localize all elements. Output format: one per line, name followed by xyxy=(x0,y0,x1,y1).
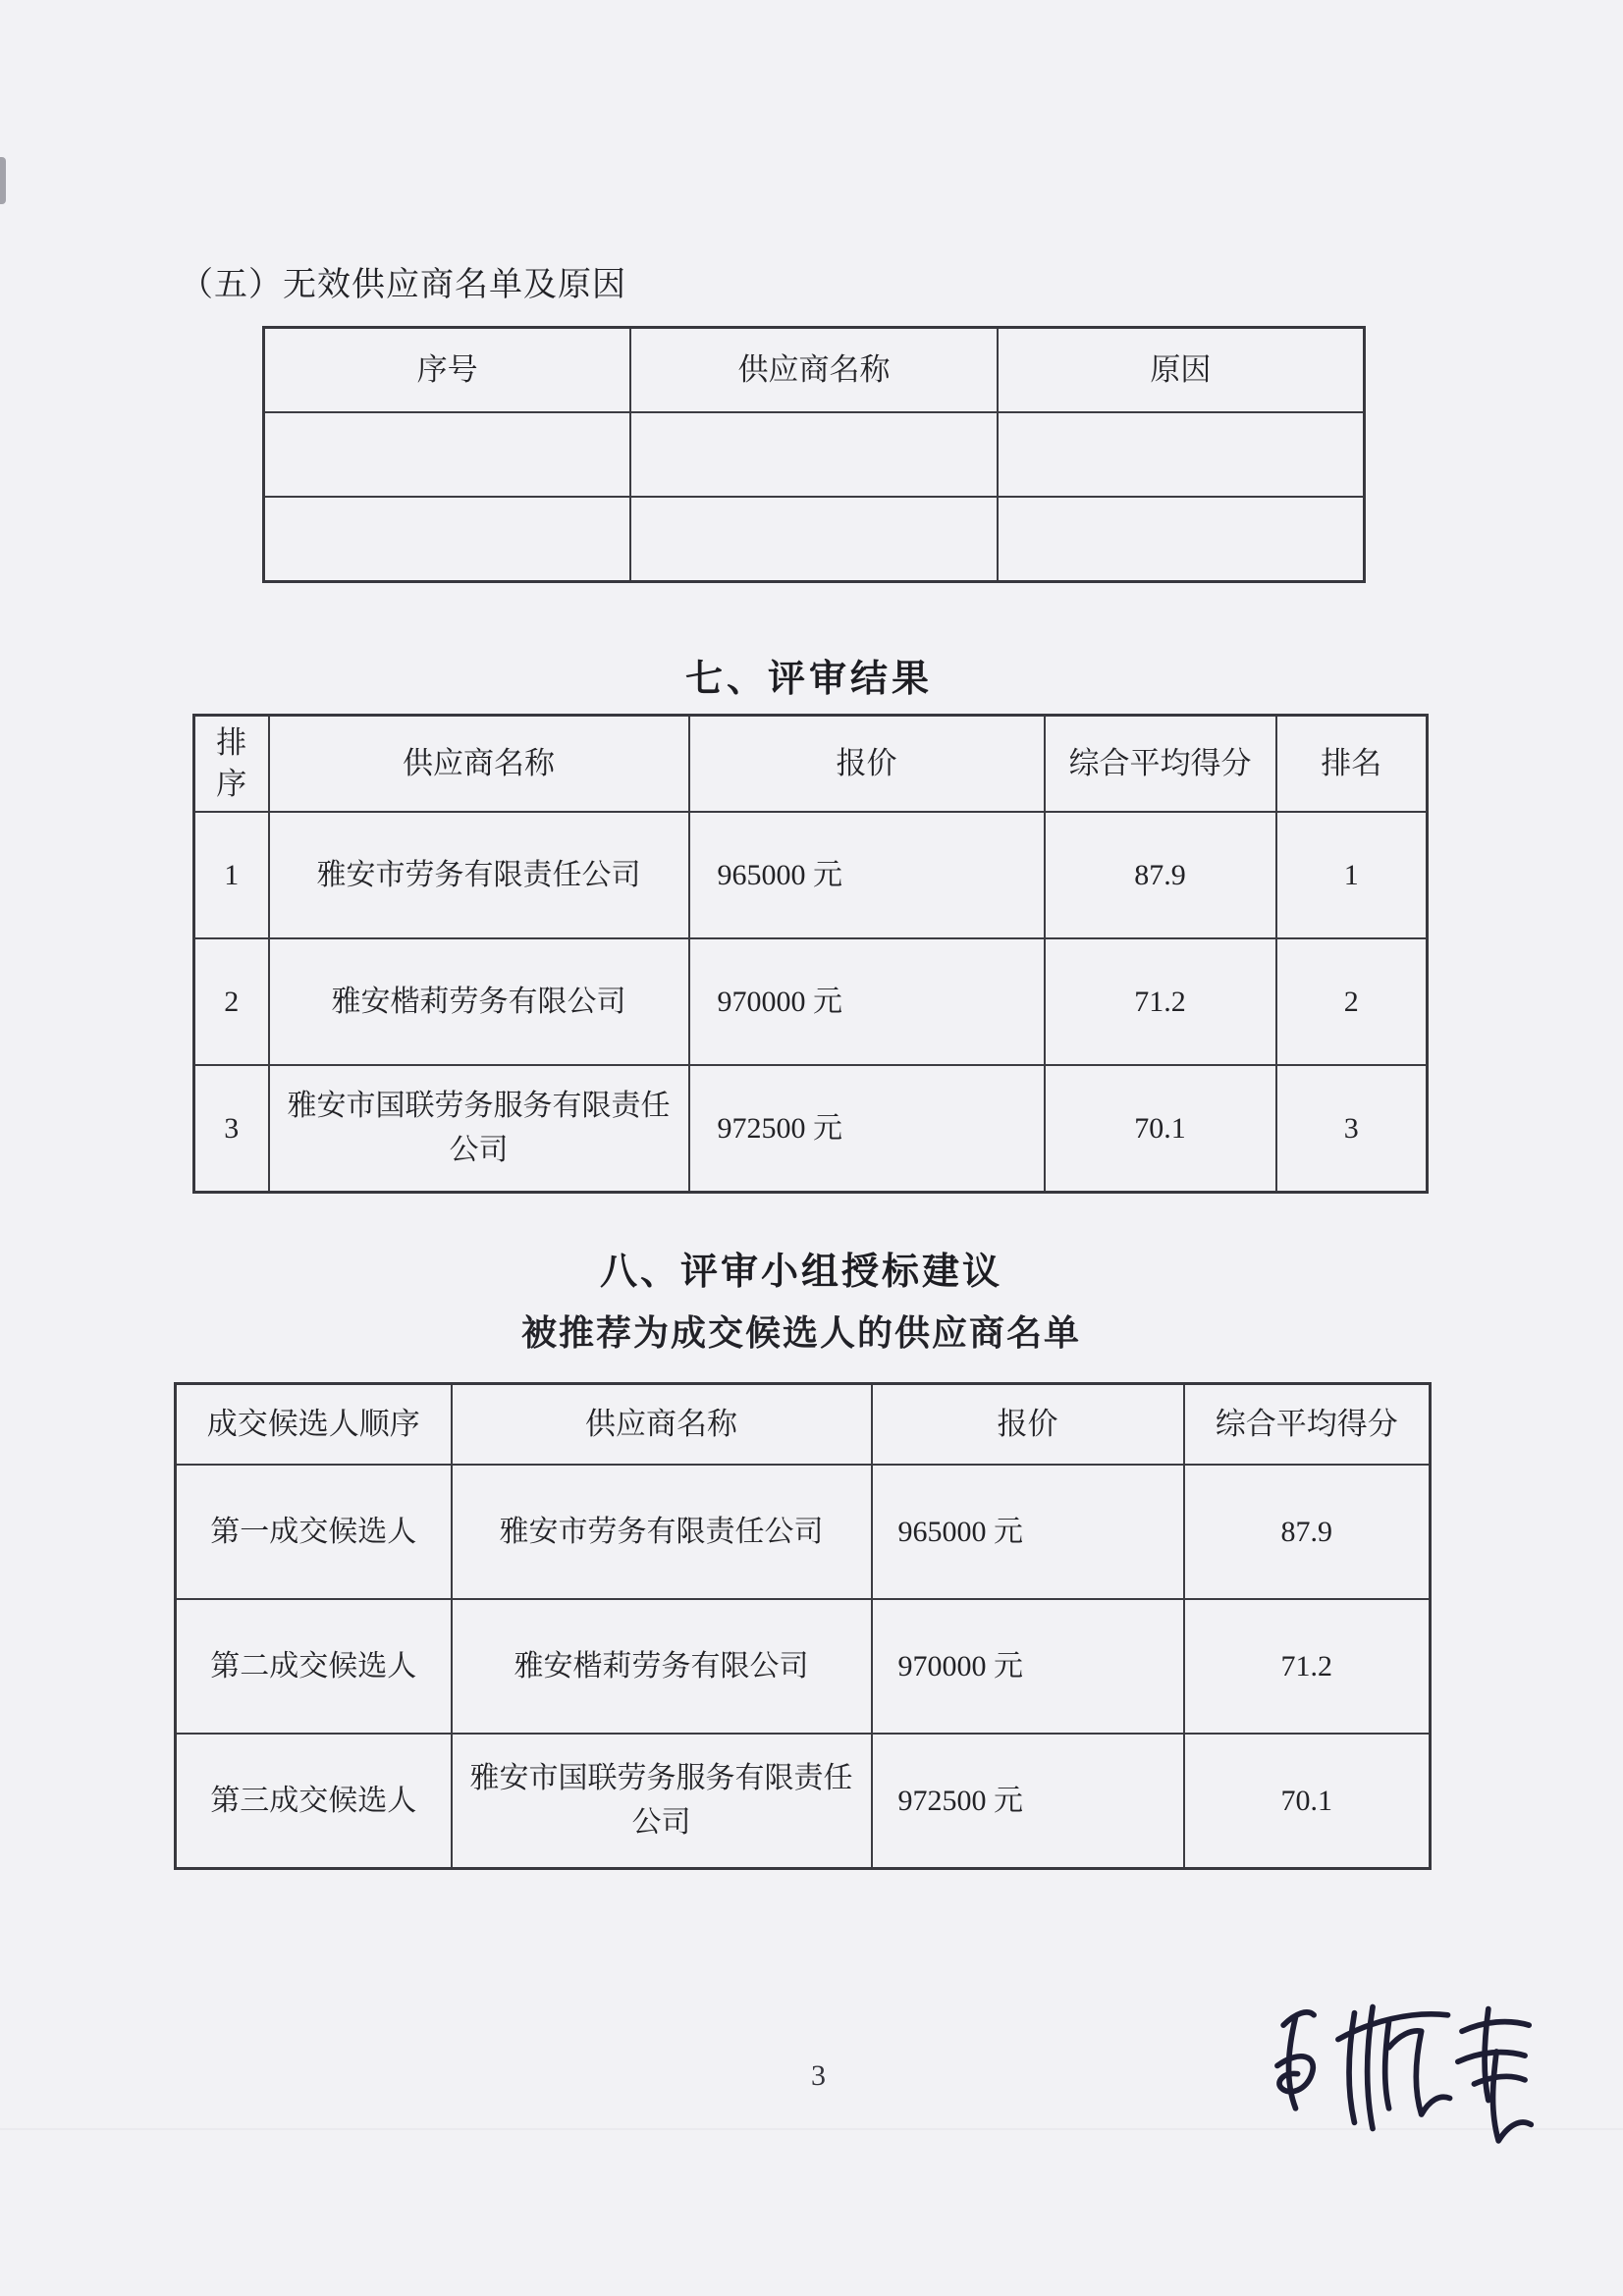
column-header: 序号 xyxy=(264,328,631,413)
table-cell: 雅安市劳务有限责任公司 xyxy=(452,1465,872,1599)
table-cell: 2 xyxy=(1276,938,1428,1065)
column-header: 排序 xyxy=(194,716,269,813)
table-cell: 972500 元 xyxy=(872,1734,1184,1868)
table-cell: 3 xyxy=(1276,1065,1428,1192)
table-row xyxy=(264,412,1365,497)
table-cell: 87.9 xyxy=(1184,1465,1431,1599)
column-header: 排名 xyxy=(1276,716,1428,813)
table-cell: 972500 元 xyxy=(689,1065,1045,1192)
scan-edge-artifact xyxy=(0,157,6,204)
table-header-row xyxy=(194,716,1428,813)
table-cell: 2 xyxy=(194,938,269,1065)
table-cell: 第一成交候选人 xyxy=(176,1465,452,1599)
table-cell: 70.1 xyxy=(1184,1734,1431,1868)
table-cell: 87.9 xyxy=(1045,812,1276,938)
table-cell: 雅安楷莉劳务有限公司 xyxy=(269,938,689,1065)
column-header: 报价 xyxy=(872,1384,1184,1466)
table-cell: 1 xyxy=(1276,812,1428,938)
table-cell: 71.2 xyxy=(1045,938,1276,1065)
table-cell xyxy=(264,497,631,581)
table-header-row xyxy=(176,1384,1431,1466)
column-header: 综合平均得分 xyxy=(1045,716,1276,813)
invalid-suppliers-table xyxy=(262,326,1366,583)
table-cell: 965000 元 xyxy=(872,1465,1184,1599)
table-cell xyxy=(630,412,998,497)
table-cell: 雅安市国联劳务服务有限责任公司 xyxy=(269,1065,689,1192)
section8-title: 八、评审小组授标建议 xyxy=(599,1252,1002,1293)
column-header: 供应商名称 xyxy=(630,328,998,413)
table-row xyxy=(194,938,1428,1065)
section5-heading: （五）无效供应商名单及原因 xyxy=(180,267,626,303)
handwritten-signature-icon xyxy=(1249,1985,1553,2181)
section8-subtitle: 被推荐为成交候选人的供应商名单 xyxy=(520,1313,1081,1353)
table-cell: 雅安楷莉劳务有限公司 xyxy=(452,1599,872,1734)
table-cell: 3 xyxy=(194,1065,269,1192)
table-cell: 第二成交候选人 xyxy=(176,1599,452,1734)
table-cell: 第三成交候选人 xyxy=(176,1734,452,1868)
table-row xyxy=(194,1065,1428,1192)
table-cell: 雅安市国联劳务服务有限责任公司 xyxy=(452,1734,872,1868)
column-header: 成交候选人顺序 xyxy=(176,1384,452,1466)
table-cell xyxy=(630,497,998,581)
table-row xyxy=(176,1465,1431,1599)
column-header: 原因 xyxy=(998,328,1365,413)
section7-title: 七、评审结果 xyxy=(684,659,933,700)
award-candidates-table xyxy=(174,1382,1432,1870)
evaluation-results-table xyxy=(192,714,1429,1194)
table-cell: 970000 元 xyxy=(872,1599,1184,1734)
column-header: 报价 xyxy=(689,716,1045,813)
table-cell xyxy=(998,412,1365,497)
table-cell: 965000 元 xyxy=(689,812,1045,938)
table-cell xyxy=(998,497,1365,581)
table-row xyxy=(264,497,1365,581)
table-cell: 雅安市劳务有限责任公司 xyxy=(269,812,689,938)
column-header: 供应商名称 xyxy=(452,1384,872,1466)
column-header: 综合平均得分 xyxy=(1184,1384,1431,1466)
table-row xyxy=(176,1599,1431,1734)
column-header: 供应商名称 xyxy=(269,716,689,813)
table-cell: 1 xyxy=(194,812,269,938)
table-cell xyxy=(264,412,631,497)
table-row xyxy=(176,1734,1431,1868)
table-cell: 70.1 xyxy=(1045,1065,1276,1192)
table-header-row xyxy=(264,328,1365,413)
table-cell: 71.2 xyxy=(1184,1599,1431,1734)
page-number: 3 xyxy=(811,2059,826,2092)
table-row xyxy=(194,812,1428,938)
table-cell: 970000 元 xyxy=(689,938,1045,1065)
